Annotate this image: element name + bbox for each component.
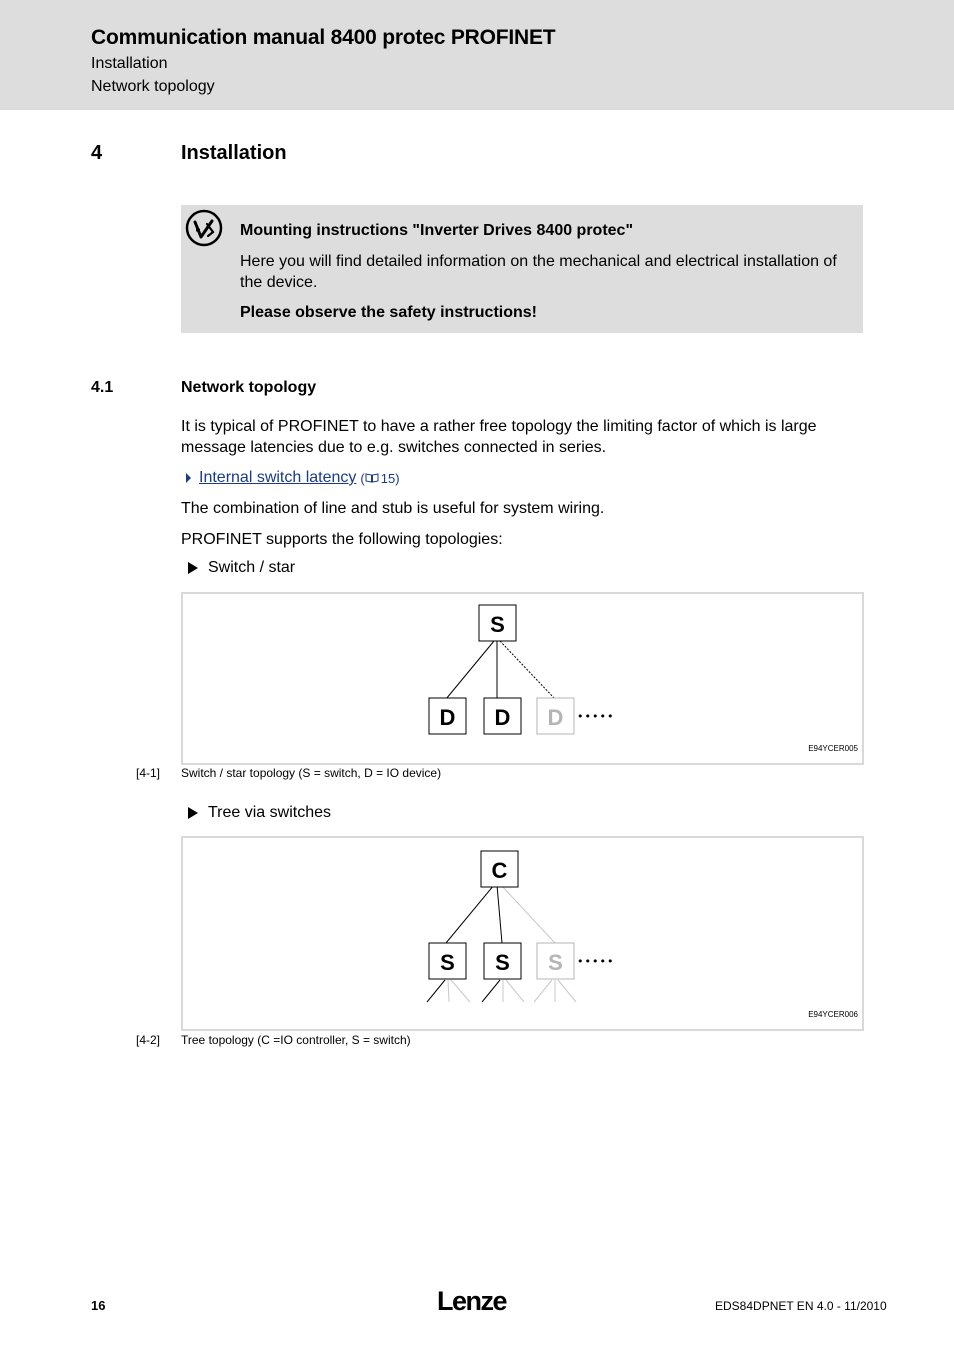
ref-page-number: 15) xyxy=(380,470,400,486)
document-id: EDS84DPNET EN 4.0 - 11/2010 xyxy=(715,1299,887,1313)
link-arrow-icon xyxy=(186,473,191,483)
figure-code: E94YCER006 xyxy=(808,1010,858,1019)
device-node-label-faded: D xyxy=(547,705,564,730)
paragraph-topology-intro: It is typical of PROFINET to have a rather free topology the limiting factor of which is large message latencies due to e.g. switches connected in series. xyxy=(181,418,817,456)
note-box xyxy=(181,205,863,333)
link-internal-switch-latency[interactable]: Internal switch latency xyxy=(199,469,357,486)
branch-line-faded xyxy=(448,980,449,1002)
link-line xyxy=(446,885,494,943)
figure-caption: Tree topology (C =IO controller, S = switch) xyxy=(181,1033,411,1047)
figure-switch-star xyxy=(181,592,864,765)
mounting-instructions-icon xyxy=(184,208,224,248)
branch-line-faded xyxy=(506,980,524,1002)
branch-line-faded xyxy=(534,980,552,1002)
paragraph-line-stub: The combination of line and stub is useful for system wiring. xyxy=(181,500,605,517)
continuation-dots: ••••• xyxy=(577,955,615,968)
device-node-label: D xyxy=(439,705,456,730)
branch-line-faded xyxy=(558,980,576,1002)
branch-line xyxy=(482,980,500,1002)
link-line xyxy=(446,641,494,699)
bullet-triangle-icon xyxy=(188,807,198,819)
controller-node-label: C xyxy=(491,858,508,883)
header-chapter: Installation xyxy=(91,55,168,72)
continuation-dots: ••••• xyxy=(577,710,615,723)
bullet-switch-star xyxy=(188,559,295,577)
note-heading: Mounting instructions "Inverter Drives 8400 protec" xyxy=(240,222,634,239)
section-number: 4.1 xyxy=(91,379,114,396)
tree-topology-diagram xyxy=(183,838,862,1029)
switch-node-label: S xyxy=(490,612,505,637)
document-title: Communication manual 8400 protec PROFINET xyxy=(91,26,556,49)
cross-reference-link[interactable] xyxy=(186,469,400,487)
bullet-triangle-icon xyxy=(188,562,198,574)
link-line-dashed xyxy=(500,641,555,699)
link-line xyxy=(497,885,502,943)
section-title: Network topology xyxy=(181,379,317,396)
ref-open: ( xyxy=(360,470,365,486)
figure-tree-topology xyxy=(181,836,864,1031)
page-number: 16 xyxy=(91,1298,106,1313)
caption-number: [4-2] xyxy=(136,1033,161,1047)
bullet-label: Tree via switches xyxy=(208,804,331,821)
paragraph-supported-topologies: PROFINET supports the following topologies: xyxy=(181,531,503,548)
page-reference[interactable] xyxy=(360,471,399,486)
switch-node-label: S xyxy=(495,950,510,975)
link-line-faded xyxy=(501,885,555,943)
switch-node-label: S xyxy=(440,950,455,975)
branch-line xyxy=(427,980,445,1002)
header-section: Network topology xyxy=(91,78,215,95)
switch-node-label-faded: S xyxy=(548,950,563,975)
lenze-logo: Lenze xyxy=(437,1286,507,1316)
chapter-title: Installation xyxy=(181,142,287,164)
switch-star-diagram xyxy=(183,594,862,763)
branch-line-faded xyxy=(451,980,470,1002)
note-body: Here you will find detailed information on the mechanical and electrical installation of the device. xyxy=(240,253,837,291)
caption-number: [4-1] xyxy=(136,766,161,780)
note-warning: Please observe the safety instructions! xyxy=(240,304,537,321)
device-node-label: D xyxy=(494,705,511,730)
figure-code: E94YCER005 xyxy=(808,744,858,753)
book-icon xyxy=(365,473,379,483)
bullet-tree-switches xyxy=(188,804,331,822)
bullet-label: Switch / star xyxy=(208,559,296,576)
chapter-number: 4 xyxy=(91,142,103,164)
figure-caption: Switch / star topology (S = switch, D = IO device) xyxy=(181,766,442,780)
